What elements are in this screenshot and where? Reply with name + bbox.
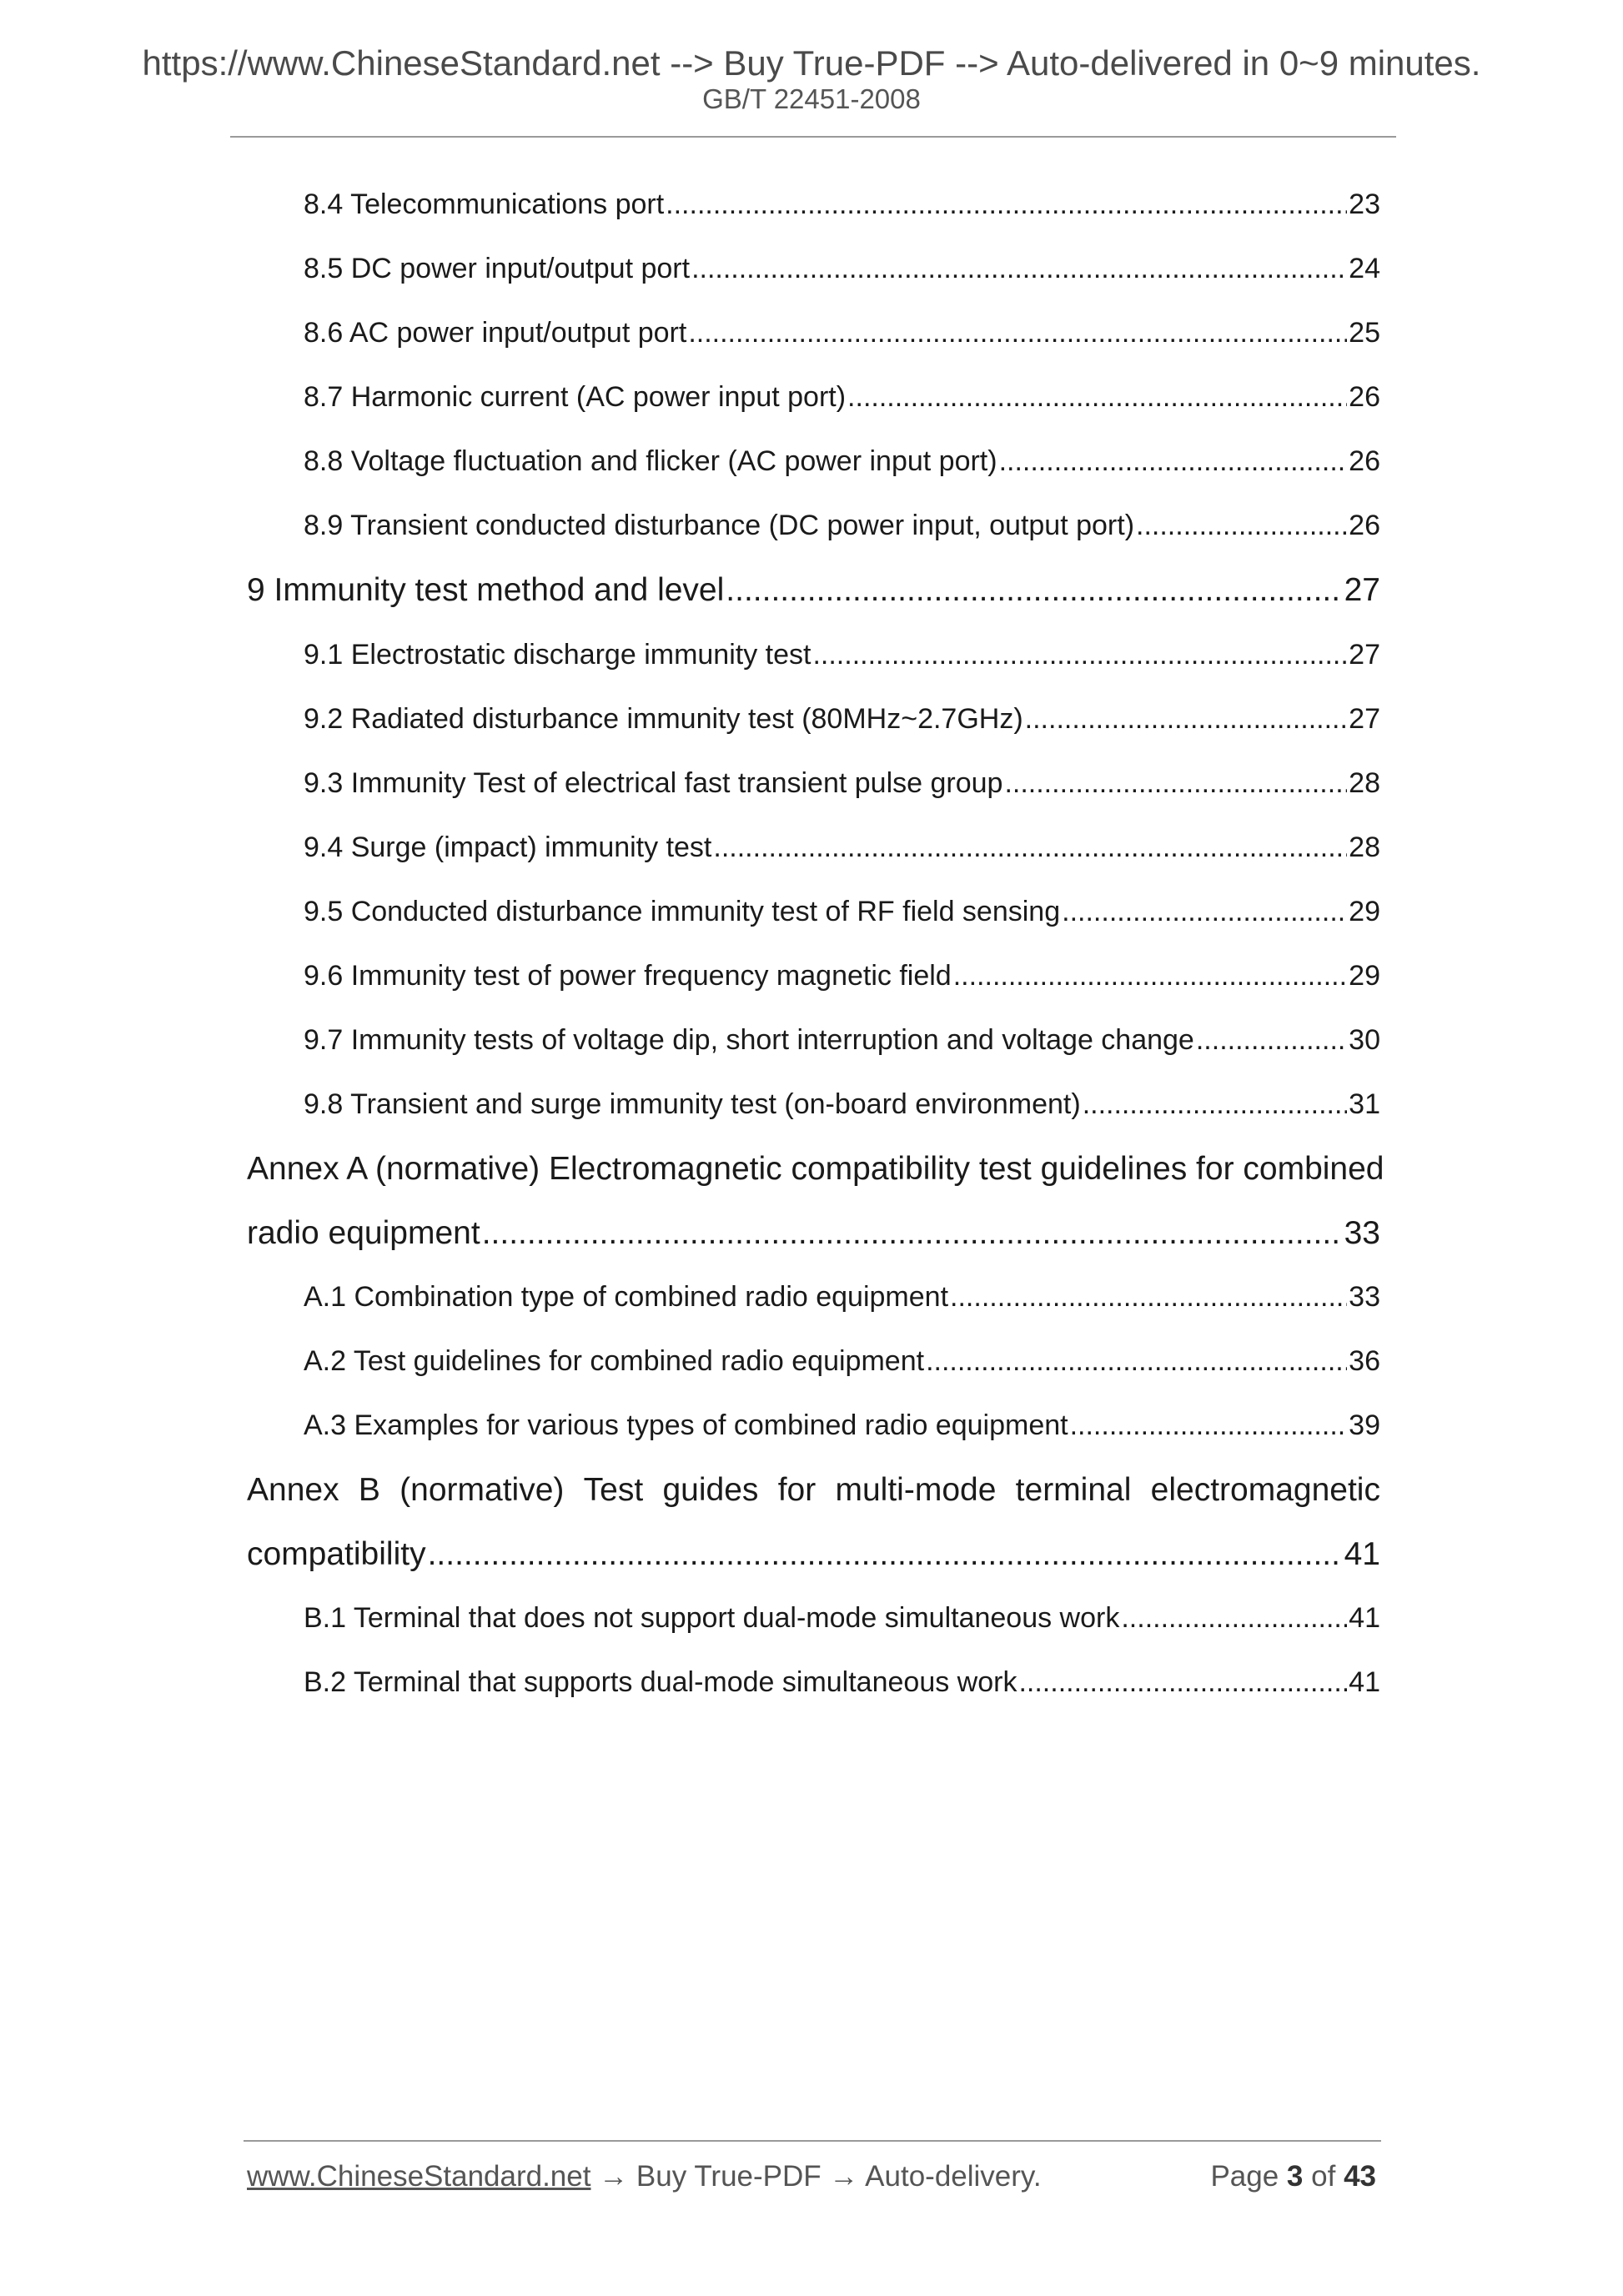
toc-entry-page: 26 [1349, 381, 1380, 413]
toc-entry-9[interactable] [247, 572, 1380, 609]
word: terminal [1015, 1472, 1132, 1508]
toc-entry-title: 9.4 Surge (impact) immunity test [304, 831, 712, 863]
toc-entry-annex-b-line2[interactable] [247, 1536, 1380, 1573]
toc-entry-title: 9 Immunity test method and level [247, 572, 725, 608]
toc-entry-title: 9.6 Immunity test of power frequency magnetic field [304, 960, 952, 992]
of-label: of [1311, 2160, 1336, 2193]
toc-entry-page: 39 [1349, 1409, 1380, 1441]
dot-leader [950, 1281, 1347, 1314]
toc-entry-9-8[interactable] [304, 1088, 1380, 1121]
dot-leader [1083, 1088, 1347, 1121]
dot-leader [726, 572, 1342, 609]
footer-tagline: → Buy True-PDF → Auto-delivery. [599, 2160, 1042, 2193]
toc-entry-page: 27 [1344, 572, 1380, 608]
toc-entry-page: 23 [1349, 188, 1380, 220]
toc-entry-title: 9.2 Radiated disturbance immunity test (80MHz~2.7GHz) [304, 703, 1023, 735]
word: Test [583, 1472, 644, 1508]
toc-entry-page: 27 [1349, 703, 1380, 735]
toc-entry-title: A.3 Examples for various types of combined radio equipment [304, 1409, 1068, 1441]
page-label: Page [1210, 2160, 1279, 2193]
standard-code: GB/T 22451-2008 [702, 83, 921, 114]
word: electromagnetic [1150, 1472, 1380, 1508]
toc-entry-title: 8.6 AC power input/output port [304, 317, 687, 349]
toc-entry-title: 8.5 DC power input/output port [304, 253, 691, 284]
dot-leader [1121, 1602, 1347, 1635]
dot-leader [999, 445, 1348, 478]
toc-entry-b-2[interactable] [304, 1666, 1380, 1699]
toc-entry-page: 33 [1349, 1281, 1380, 1313]
dot-leader [1136, 510, 1347, 542]
total-pages: 43 [1344, 2160, 1376, 2193]
toc-entry-9-2[interactable] [304, 703, 1380, 736]
dot-leader [688, 317, 1347, 349]
toc-entry-9-6[interactable] [304, 960, 1380, 992]
toc-entry-page: 27 [1349, 639, 1380, 671]
toc-entry-title: B.2 Terminal that supports dual-mode simultaneous work [304, 1666, 1018, 1698]
dot-leader [691, 253, 1347, 285]
word: guides [662, 1472, 759, 1508]
toc-entry-annex-a-line2[interactable] [247, 1215, 1380, 1252]
toc-entry-page: 26 [1349, 445, 1380, 477]
toc-entry-page: 41 [1349, 1602, 1380, 1634]
toc-entry-title: B.1 Terminal that does not support dual-mode simultaneous work [304, 1602, 1120, 1634]
word: multi-mode [835, 1472, 997, 1508]
dot-leader [1062, 896, 1347, 928]
toc-entry-page: 29 [1349, 960, 1380, 992]
toc-entry-8-5[interactable] [304, 253, 1380, 285]
toc-entry-title: 9.3 Immunity Test of electrical fast transient pulse group [304, 767, 1003, 799]
dot-leader [428, 1536, 1343, 1573]
footer-divider [244, 2140, 1381, 2142]
toc-entry-page: 41 [1344, 1536, 1380, 1572]
toc-entry-a-3[interactable] [304, 1409, 1380, 1442]
toc-entry-annex-b-line1[interactable] [247, 1472, 1380, 1509]
toc-entry-title: 8.9 Transient conducted disturbance (DC power input, output port) [304, 510, 1135, 541]
toc-entry-page: 33 [1344, 1215, 1380, 1251]
toc-entry-9-3[interactable] [304, 767, 1380, 800]
toc-entry-8-7[interactable] [304, 381, 1380, 414]
top-banner[interactable]: https://www.ChineseStandard.net --> Buy True-PDF --> Auto-delivered in 0~9 minutes. [142, 43, 1481, 83]
word: for [777, 1472, 817, 1508]
dot-leader [812, 639, 1347, 671]
toc-entry-8-9[interactable] [304, 510, 1380, 542]
dot-leader [1018, 1666, 1347, 1699]
word: B [358, 1472, 380, 1508]
toc-entry-title: 9.5 Conducted disturbance immunity test of RF field sensing [304, 896, 1061, 927]
toc-entry-page: 30 [1349, 1024, 1380, 1056]
dot-leader [1070, 1409, 1348, 1442]
dot-leader [713, 831, 1347, 864]
toc-entry-9-1[interactable] [304, 639, 1380, 671]
page-indicator [1210, 2160, 1376, 2193]
word: (normative) [399, 1472, 565, 1508]
dot-leader [953, 960, 1347, 992]
toc-entry-a-1[interactable] [304, 1281, 1380, 1314]
toc-entry-page: 28 [1349, 831, 1380, 863]
word: Annex [247, 1472, 339, 1508]
toc-entry-title: 9.1 Electrostatic discharge immunity test [304, 639, 812, 671]
toc-entry-page: 26 [1349, 510, 1380, 541]
footer-link-group [247, 2160, 1042, 2193]
dot-leader [666, 188, 1347, 221]
header-divider [230, 136, 1396, 138]
toc-entry-page: 41 [1349, 1666, 1380, 1698]
toc-entry-9-7[interactable] [304, 1024, 1380, 1057]
toc-entry-page: 25 [1349, 317, 1380, 349]
toc-entry-page: 24 [1349, 253, 1380, 284]
toc-entry-page: 36 [1349, 1345, 1380, 1377]
dot-leader [847, 381, 1347, 414]
toc-entry-page: 28 [1349, 767, 1380, 799]
toc-entry-title: 9.7 Immunity tests of voltage dip, short interruption and voltage change [304, 1024, 1194, 1056]
toc-entry-title: 8.7 Harmonic current (AC power input port) [304, 381, 847, 413]
toc-entry-8-8[interactable] [304, 445, 1380, 478]
dot-leader [1196, 1024, 1347, 1057]
toc-entry-9-4[interactable] [304, 831, 1380, 864]
toc-entry-title: A.1 Combination type of combined radio equipment [304, 1281, 949, 1313]
toc-entry-title: 8.8 Voltage fluctuation and flicker (AC power input port) [304, 445, 997, 477]
toc-entry-title: compatibility [247, 1536, 426, 1572]
dot-leader [482, 1215, 1343, 1252]
toc-entry-8-4[interactable] [304, 188, 1380, 221]
toc-entry-page: 29 [1349, 896, 1380, 927]
page-number: 3 [1286, 2160, 1304, 2193]
toc-entry-9-5[interactable] [304, 896, 1380, 928]
dot-leader [1004, 767, 1347, 800]
toc-entry-page: 31 [1349, 1088, 1380, 1120]
toc-entry-title: radio equipment [247, 1215, 480, 1251]
toc-entry-title: 8.4 Telecommunications port [304, 188, 665, 220]
toc-entry-title: 9.8 Transient and surge immunity test (on-board environment) [304, 1088, 1081, 1120]
footer-site-link[interactable]: www.ChineseStandard.net [247, 2160, 591, 2193]
toc-entry-annex-a-line1[interactable]: Annex A (normative) Electromagnetic compatibility test guidelines for combined [247, 1151, 1384, 1187]
toc-entry-a-2[interactable] [304, 1345, 1380, 1378]
toc-entry-8-6[interactable] [304, 317, 1380, 349]
dot-leader [1025, 703, 1348, 736]
dot-leader [926, 1345, 1347, 1378]
toc-entry-title: A.2 Test guidelines for combined radio equipment [304, 1345, 925, 1377]
toc-entry-b-1[interactable] [304, 1602, 1380, 1635]
